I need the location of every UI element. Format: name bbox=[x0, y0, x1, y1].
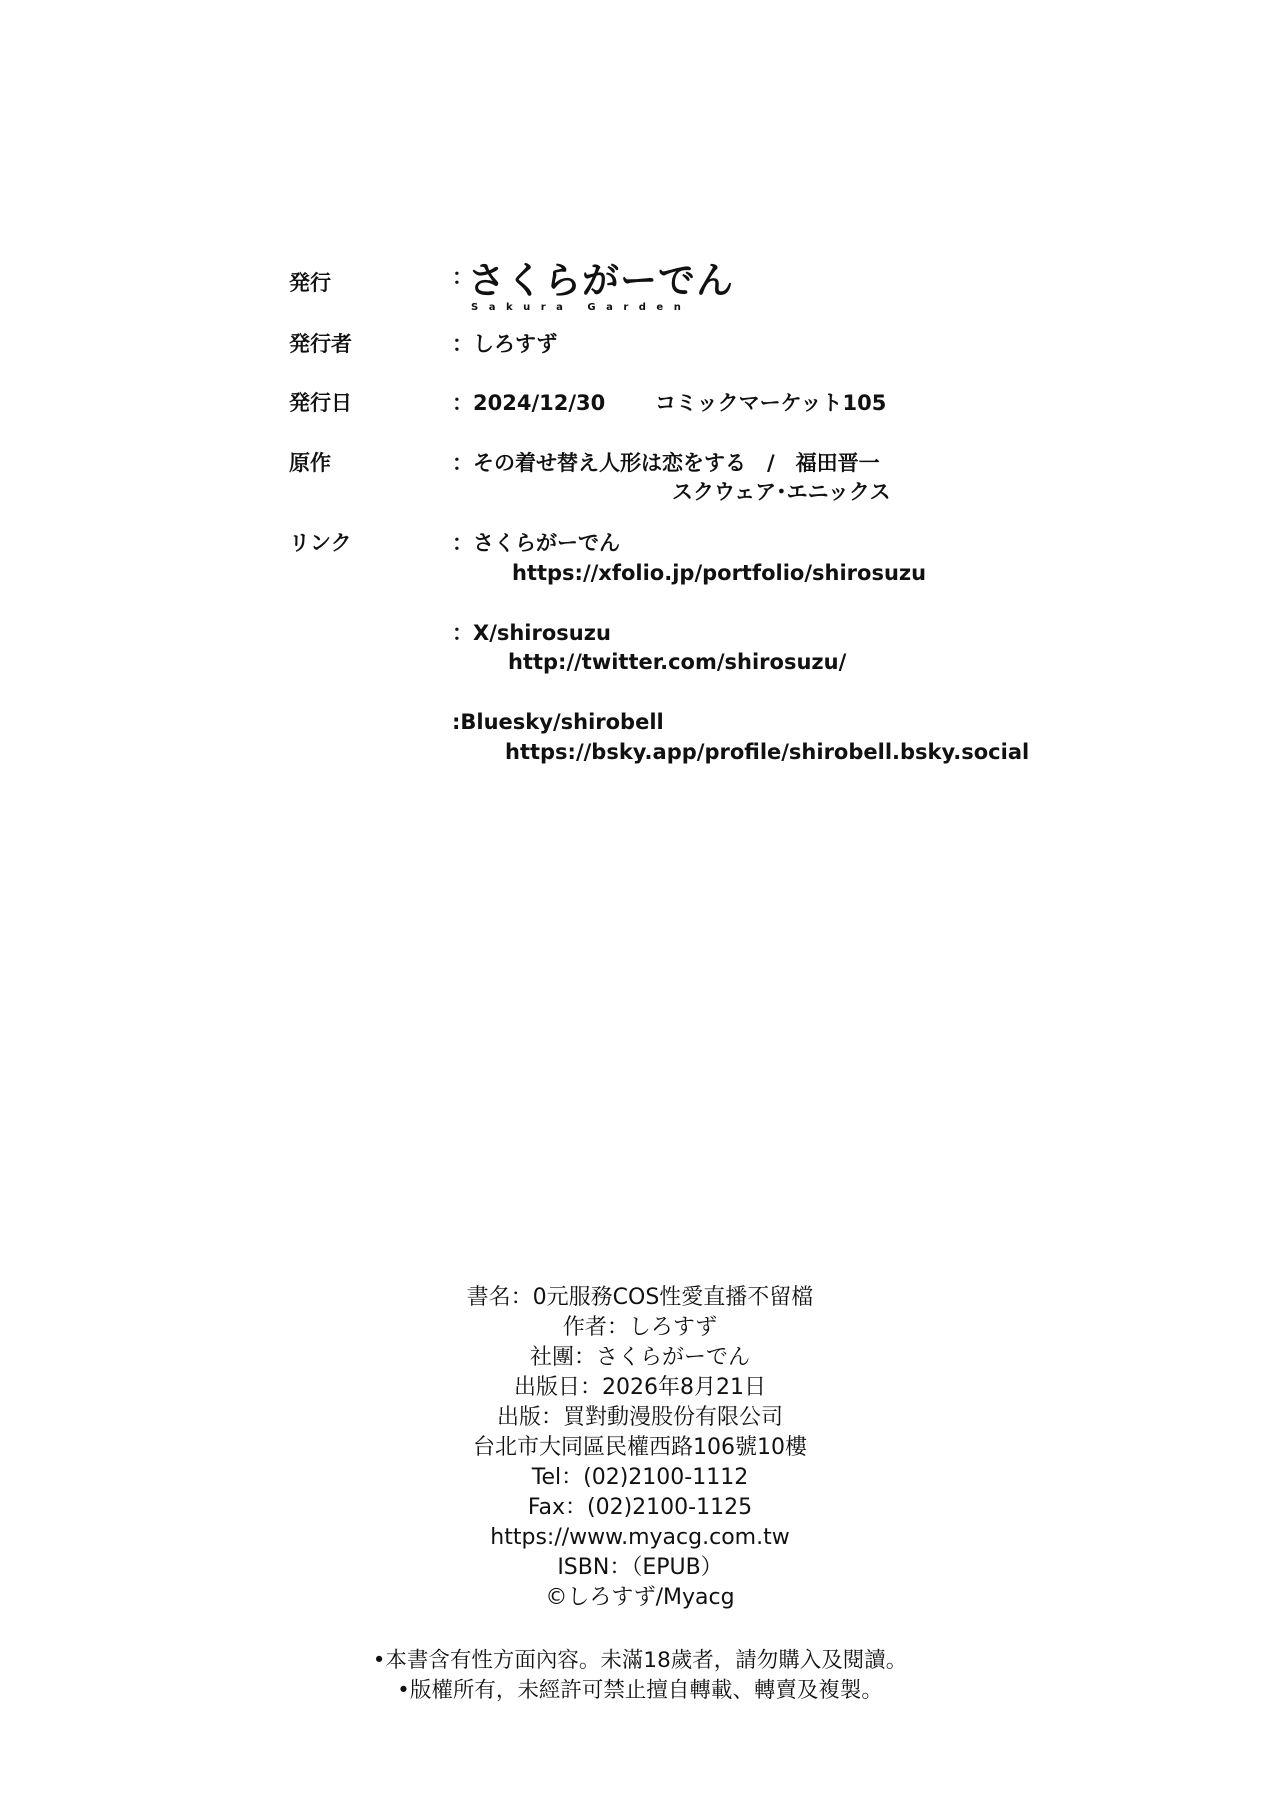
credit-website[interactable]: https://www.myacg.com.tw bbox=[490, 1525, 790, 1550]
logo-main-text: さくらがーでん bbox=[468, 259, 734, 302]
credit-title: 書名：0元服務COS性愛直播不留檔 bbox=[466, 1285, 814, 1310]
credit-author: 作者：しろすず bbox=[562, 1315, 718, 1340]
credit-copyright: ©しろすず/Myacg bbox=[545, 1585, 735, 1610]
credits-block bbox=[0, 1283, 1280, 1613]
notice-adult-content: •本書含有性方面內容。未滿18歲者，請勿購入及閱讀。 bbox=[372, 1648, 908, 1673]
link-url-xfolio[interactable]: https://xfolio.jp/portfolio/shirosuzu bbox=[512, 561, 927, 585]
links-label: リンク bbox=[289, 531, 352, 555]
notices-block bbox=[0, 1646, 1280, 1706]
original-work-publisher: スクウェア･エニックス bbox=[672, 480, 891, 504]
link-name-xfolio: ：さくらがーでん bbox=[452, 531, 620, 555]
credit-circle: 社團：さくらがーでん bbox=[529, 1345, 750, 1370]
credit-publish-date: 出版日：2026年8月21日 bbox=[514, 1375, 766, 1400]
original-work-label: 原作 bbox=[289, 451, 331, 475]
sakura-garden-logo bbox=[452, 258, 734, 318]
credit-address: 台北市大同區民權西路106號10樓 bbox=[473, 1435, 807, 1460]
publisher-label: 発行 bbox=[289, 271, 331, 295]
publisher-person-value: ：しろすず bbox=[452, 332, 558, 356]
link-name-x: ：X/shirosuzu bbox=[452, 621, 611, 645]
logo-colon: ： bbox=[452, 265, 473, 289]
logo-sub-text: Sakura Garden bbox=[471, 302, 692, 313]
issue-event: コミックマーケット105 bbox=[655, 391, 887, 415]
link-url-x[interactable]: http://twitter.com/shirosuzu/ bbox=[508, 650, 847, 674]
link-url-bluesky[interactable]: https://bsky.app/profile/shirobell.bsky.social bbox=[505, 740, 1030, 764]
link-name-bluesky: :Bluesky/shirobell bbox=[452, 710, 664, 734]
credit-tel: Tel：(02)2100-1112 bbox=[531, 1465, 749, 1490]
original-work-value: ：その着せ替え人形は恋をする / 福田晋一 bbox=[452, 451, 880, 475]
credit-isbn: ISBN：（EPUB） bbox=[557, 1555, 723, 1580]
credit-publisher: 出版：買對動漫股份有限公司 bbox=[496, 1405, 783, 1430]
notice-copyright: •版權所有，未經許可禁止擅自轉載、轉賣及複製。 bbox=[397, 1678, 883, 1703]
publisher-person-label: 発行者 bbox=[289, 332, 352, 356]
issue-date-value: ：2024/12/30 bbox=[452, 391, 606, 415]
credit-fax: Fax：(02)2100-1125 bbox=[527, 1495, 753, 1520]
issue-date-label: 発行日 bbox=[289, 391, 352, 415]
